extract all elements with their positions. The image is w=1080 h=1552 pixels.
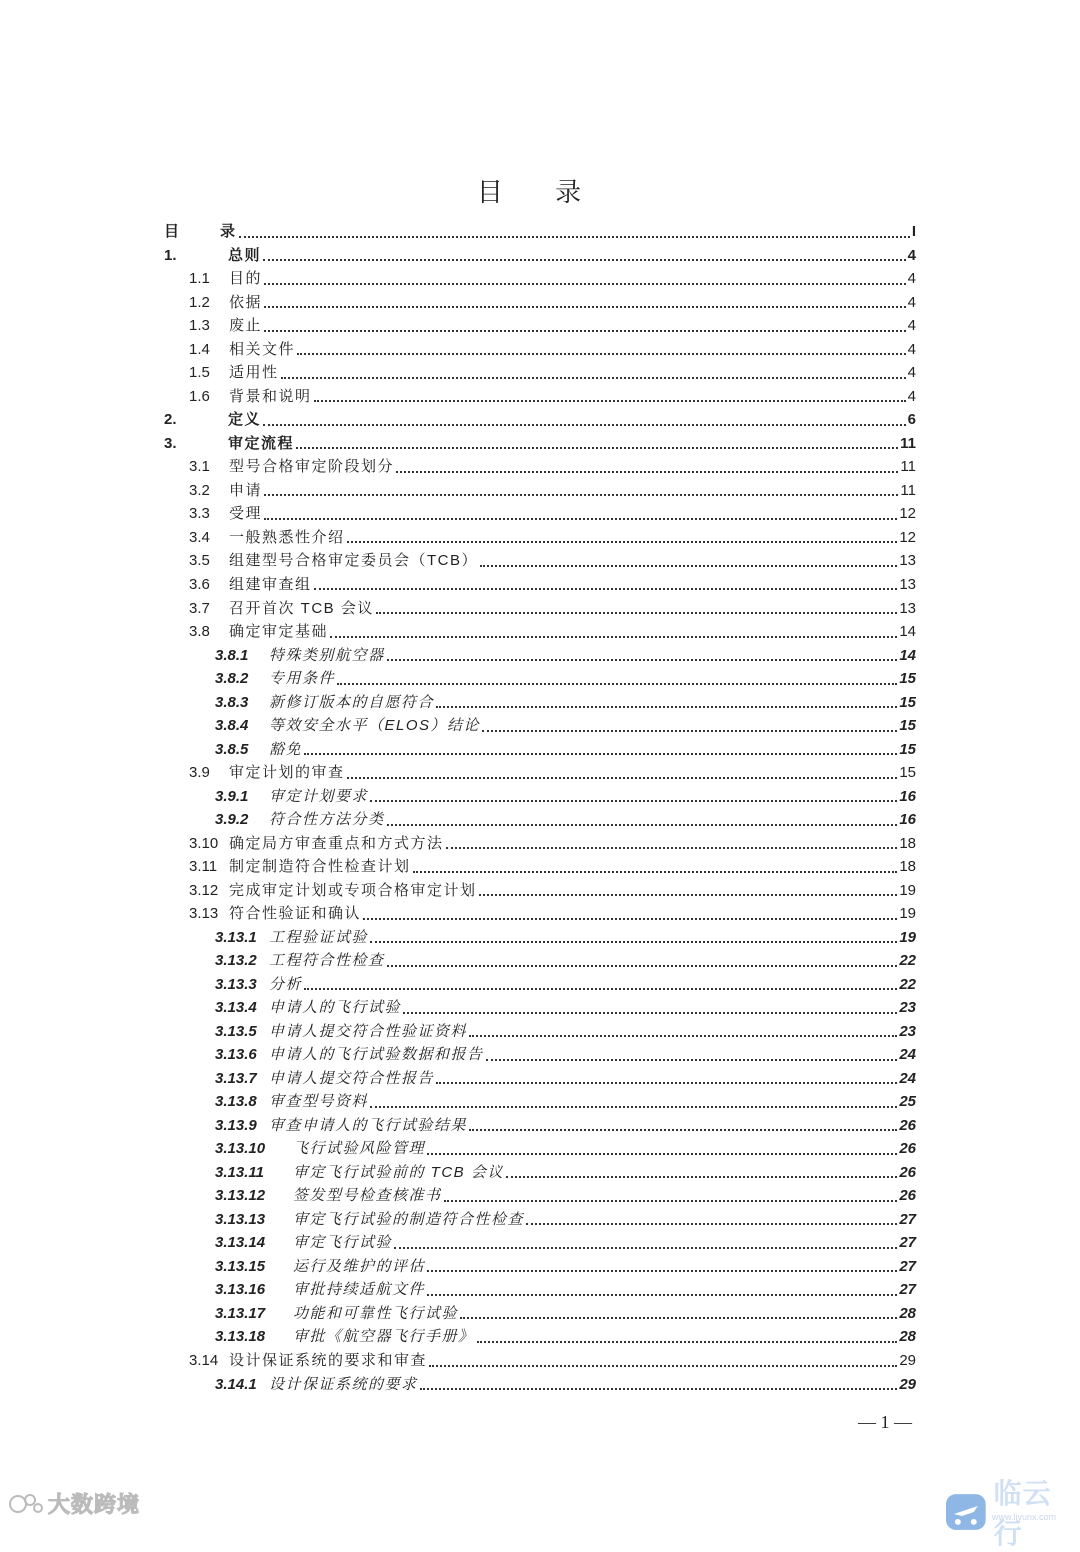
toc-entry-page: 4	[907, 246, 916, 264]
dot-leader	[486, 1059, 898, 1061]
dot-leader	[446, 847, 898, 849]
toc-entry-number: 1.4	[189, 340, 210, 358]
toc-entry[interactable]	[164, 314, 916, 338]
toc-entry-page: 15	[899, 670, 916, 688]
dot-leader	[296, 447, 898, 449]
toc-entry-page: 4	[907, 270, 916, 288]
toc-entry-page: I	[911, 223, 916, 241]
toc-entry-label: 申请人的飞行试验数据和报告	[269, 1046, 484, 1064]
toc-entry-number: 3.13.6	[215, 1046, 257, 1064]
toc-entry-label: 豁免	[269, 740, 303, 758]
dot-leader	[297, 353, 906, 355]
toc-entry-label: 符合性方法分类	[269, 811, 385, 829]
toc-entry-number: 3.3	[189, 505, 210, 523]
dot-leader	[429, 1365, 897, 1367]
toc-entry-number: 3.8.4	[215, 717, 249, 735]
toc-entry-number: 3.10	[189, 834, 219, 852]
toc-entry-label: 审定计划的审查	[229, 764, 345, 782]
dot-leader	[436, 706, 897, 708]
toc-entry-label: 设计保证系统的要求和审查	[229, 1352, 428, 1369]
toc-entry-label: 审定计划要求	[269, 787, 369, 805]
toc-entry[interactable]	[164, 1302, 916, 1326]
toc-entry-page: 15	[899, 764, 916, 782]
toc-entry-label: 录	[220, 223, 237, 241]
toc-entry-number: 3.2	[189, 481, 210, 499]
toc-entry-label: 工程验证试验	[269, 928, 369, 946]
toc-entry-label: 运行及维护的评估	[293, 1257, 426, 1275]
toc-entry[interactable]	[164, 855, 916, 879]
toc-entry-page: 12	[899, 528, 916, 546]
dot-leader	[427, 1294, 897, 1296]
toc-entry[interactable]	[164, 455, 916, 479]
toc-entry-number: 3.8	[189, 623, 210, 641]
toc-entry-page: 16	[899, 787, 916, 805]
dot-leader	[263, 259, 906, 261]
toc-entry-number: 3.4	[189, 528, 210, 546]
toc-entry[interactable]	[164, 432, 916, 456]
toc-entry-number: 1.3	[189, 317, 210, 335]
toc-entry-page: 14	[899, 623, 916, 641]
toc-entry-label: 组建审查组	[229, 575, 312, 593]
toc-entry[interactable]	[164, 1090, 916, 1114]
toc-entry-number: 3.13.9	[215, 1116, 257, 1134]
toc-entry-page: 26	[899, 1140, 916, 1158]
dot-leader	[376, 612, 897, 614]
toc-entry-number: 3.13.15	[215, 1257, 266, 1275]
toc-entry-label: 确定局方审查重点和方式方法	[229, 834, 444, 852]
toc-entry-label: 申请人提交符合性验证资料	[269, 1022, 468, 1040]
watermark-right-text: 临云行	[993, 1478, 1052, 1549]
toc-entry-label: 目的	[229, 270, 263, 288]
toc-entry-page: 11	[900, 481, 916, 499]
toc-entry-number: 3.13.11	[215, 1163, 264, 1181]
toc-entry-label: 审定流程	[228, 434, 295, 452]
toc-entry-number: 3.14.1	[215, 1375, 257, 1393]
toc-entry[interactable]	[164, 1278, 916, 1302]
toc-entry-page: 27	[899, 1234, 916, 1252]
toc-entry-number: 3.8.5	[215, 740, 249, 758]
toc-entry-label: 总则	[228, 246, 262, 264]
toc-entry[interactable]	[164, 831, 916, 855]
toc-entry-page: 25	[899, 1093, 916, 1111]
toc-entry[interactable]	[164, 902, 916, 926]
page-title: 目 录	[476, 178, 604, 208]
toc-entry-page: 23	[899, 999, 916, 1017]
toc-entry-page: 4	[907, 340, 916, 358]
toc-entry-label: 功能和可靠性飞行试验	[293, 1304, 459, 1322]
toc-entry-label: 专用条件	[269, 670, 336, 688]
toc-entry[interactable]	[164, 549, 916, 573]
dot-leader	[370, 941, 897, 943]
toc-entry[interactable]	[164, 667, 916, 691]
dot-leader	[264, 494, 898, 496]
toc-entry[interactable]	[164, 267, 916, 291]
dot-leader	[347, 541, 898, 543]
toc-entry-page: 28	[899, 1304, 916, 1322]
dot-leader	[413, 871, 898, 873]
toc-entry-page: 24	[899, 1069, 916, 1087]
toc-entry[interactable]	[164, 1020, 916, 1044]
watermark-right	[944, 1472, 1080, 1552]
dot-leader	[460, 1317, 897, 1319]
toc-entry-label: 型号合格审定阶段划分	[229, 458, 395, 476]
toc-entry[interactable]	[164, 1114, 916, 1138]
toc-entry[interactable]	[164, 761, 916, 785]
dot-leader	[427, 1153, 897, 1155]
toc-entry[interactable]	[164, 526, 916, 550]
toc-entry-page: 15	[899, 740, 916, 758]
toc-entry-number: 3.13.16	[215, 1281, 266, 1299]
toc-entry-number: 3.13.7	[215, 1069, 257, 1087]
dot-leader	[403, 1012, 897, 1014]
dot-leader	[370, 800, 897, 802]
toc-entry-label: 废止	[229, 317, 263, 335]
toc-entry-label: 审定飞行试验前的 TCB 会议	[293, 1163, 504, 1181]
toc-entry-page: 16	[899, 811, 916, 829]
toc-entry-label: 分析	[269, 975, 303, 993]
table-of-contents	[164, 220, 916, 1396]
dot-leader	[263, 424, 906, 426]
toc-entry[interactable]	[164, 1184, 916, 1208]
toc-entry-number: 3.8.1	[215, 646, 249, 664]
toc-entry[interactable]	[164, 878, 916, 902]
toc-entry-number: 3.12	[189, 881, 219, 899]
toc-entry[interactable]	[164, 690, 916, 714]
toc-entry-label: 制定制造符合性检查计划	[229, 858, 411, 876]
toc-entry-page: 27	[899, 1210, 916, 1228]
toc-entry-label: 确定审定基础	[229, 623, 329, 641]
toc-entry[interactable]	[164, 220, 916, 244]
dot-leader	[264, 283, 906, 285]
toc-entry-label: 受理	[229, 505, 263, 523]
toc-entry-number: 3.9.2	[215, 811, 249, 829]
toc-entry-number: 3.8.2	[215, 670, 249, 688]
toc-entry[interactable]	[164, 502, 916, 526]
toc-entry-page: 4	[907, 293, 916, 311]
toc-entry[interactable]	[164, 361, 916, 385]
toc-entry-page: 4	[907, 317, 916, 335]
dot-leader	[469, 1129, 897, 1131]
toc-entry[interactable]	[164, 244, 916, 268]
toc-entry-page: 27	[899, 1257, 916, 1275]
dot-leader	[370, 1106, 897, 1108]
toc-entry-label: 组建型号合格审定委员会（TCB）	[229, 552, 479, 570]
toc-entry-label: 召开首次 TCB 会议	[229, 599, 374, 617]
dot-leader	[304, 753, 897, 755]
toc-entry-page: 26	[899, 1116, 916, 1134]
toc-entry-label: 符合性验证和确认	[229, 905, 362, 923]
toc-entry[interactable]	[164, 973, 916, 997]
toc-entry-page: 13	[899, 575, 916, 593]
page-number: — 1 —	[858, 1412, 912, 1432]
toc-entry-label: 申请	[229, 481, 263, 499]
watermark-left	[8, 1488, 140, 1519]
toc-entry-page: 28	[899, 1328, 916, 1346]
toc-entry-label: 申请人的飞行试验	[269, 999, 402, 1017]
toc-entry-label: 等效安全水平（ELOS）结论	[269, 717, 481, 735]
toc-entry[interactable]	[164, 408, 916, 432]
dot-leader	[436, 1082, 897, 1084]
dot-leader	[264, 330, 906, 332]
dashu-logo-icon	[8, 1490, 44, 1518]
toc-entry-number: 1.	[164, 246, 177, 264]
toc-entry[interactable]	[164, 1208, 916, 1232]
toc-entry-number: 3.13.13	[215, 1210, 266, 1228]
toc-entry-label: 背景和说明	[229, 387, 312, 405]
toc-entry-page: 19	[899, 905, 916, 923]
toc-entry-page: 13	[899, 552, 916, 570]
toc-entry[interactable]	[164, 643, 916, 667]
toc-entry[interactable]	[164, 620, 916, 644]
toc-entry-number: 3.5	[189, 552, 210, 570]
toc-entry-page: 4	[907, 364, 916, 382]
toc-entry[interactable]	[164, 1161, 916, 1185]
toc-entry-number: 3.13	[189, 905, 219, 923]
toc-entry-page: 14	[899, 646, 916, 664]
toc-entry-number: 2.	[164, 411, 177, 429]
toc-entry-label: 飞行试验风险管理	[293, 1140, 426, 1158]
toc-entry[interactable]	[164, 996, 916, 1020]
toc-entry-page: 6	[907, 411, 916, 429]
toc-entry-number: 3.13.2	[215, 952, 257, 970]
dot-leader	[387, 824, 898, 826]
dot-leader	[479, 894, 898, 896]
toc-entry-page: 15	[899, 693, 916, 711]
toc-entry-number: 3.13.3	[215, 975, 257, 993]
toc-entry-label: 特殊类别航空器	[269, 646, 385, 664]
toc-entry-label: 完成审定计划或专项合格审定计划	[229, 881, 477, 899]
toc-entry-number: 3.8.3	[215, 693, 249, 711]
dot-leader	[239, 236, 910, 238]
toc-entry-label: 工程符合性检查	[269, 952, 385, 970]
toc-entry[interactable]	[164, 737, 916, 761]
toc-entry[interactable]	[164, 714, 916, 738]
toc-entry-number: 3.7	[189, 599, 210, 617]
dot-leader	[314, 588, 898, 590]
toc-entry[interactable]	[164, 1255, 916, 1279]
dot-leader	[330, 636, 897, 638]
toc-entry-number: 1.1	[189, 270, 210, 288]
toc-entry-label: 审查型号资料	[269, 1093, 369, 1111]
toc-entry-number: 3.13.10	[215, 1140, 266, 1158]
dot-leader	[281, 377, 906, 379]
dot-leader	[427, 1270, 897, 1272]
toc-entry-page: 29	[899, 1352, 916, 1369]
dot-leader	[420, 1388, 898, 1390]
toc-entry-page: 19	[899, 928, 916, 946]
toc-entry-number: 1.6	[189, 387, 210, 405]
dot-leader	[469, 1035, 897, 1037]
toc-entry-page: 27	[899, 1281, 916, 1299]
toc-entry-number: 3.1	[189, 458, 210, 476]
dot-leader	[526, 1223, 897, 1225]
toc-entry-number: 3.13.5	[215, 1022, 257, 1040]
toc-entry[interactable]	[164, 784, 916, 808]
toc-entry[interactable]	[164, 338, 916, 362]
watermark-right-url: www.liyunx.com	[992, 1512, 1057, 1522]
dot-leader	[387, 659, 898, 661]
toc-entry-label: 新修订版本的自愿符合	[269, 693, 435, 711]
toc-entry-label: 相关文件	[229, 340, 296, 358]
toc-entry-page: 26	[899, 1187, 916, 1205]
cloud-logo-icon	[944, 1490, 988, 1534]
toc-entry-page: 18	[899, 858, 916, 876]
toc-entry[interactable]	[164, 1325, 916, 1349]
toc-entry-number: 3.13.18	[215, 1328, 266, 1346]
toc-entry-label: 设计保证系统的要求	[269, 1375, 418, 1393]
toc-entry-label: 审查申请人的飞行试验结果	[269, 1116, 468, 1134]
dot-leader	[304, 988, 897, 990]
toc-entry-page: 15	[899, 717, 916, 735]
dot-leader	[444, 1200, 898, 1202]
toc-entry-page: 26	[899, 1163, 916, 1181]
toc-entry-label: 定义	[228, 411, 262, 429]
toc-entry[interactable]	[164, 808, 916, 832]
toc-entry[interactable]	[164, 573, 916, 597]
dot-leader	[264, 518, 897, 520]
toc-entry-page: 13	[899, 599, 916, 617]
toc-entry-number: 1.2	[189, 293, 210, 311]
toc-entry[interactable]	[164, 925, 916, 949]
toc-entry-label: 审批《航空器飞行手册》	[293, 1328, 475, 1346]
dot-leader	[482, 730, 897, 732]
toc-entry[interactable]	[164, 1349, 916, 1373]
toc-entry-number: 目	[164, 223, 198, 241]
dot-leader	[337, 683, 897, 685]
dot-leader	[394, 1247, 897, 1249]
toc-entry-number: 3.9	[189, 764, 210, 782]
toc-entry[interactable]	[164, 1231, 916, 1255]
dot-leader	[347, 777, 898, 779]
toc-entry-number: 3.9.1	[215, 787, 249, 805]
toc-entry-page: 24	[899, 1046, 916, 1064]
toc-entry-label: 申请人提交符合性报告	[269, 1069, 435, 1087]
toc-entry-label: 一般熟悉性介绍	[229, 528, 345, 546]
toc-entry-page: 22	[899, 975, 916, 993]
toc-entry-label: 签发型号检查核准书	[293, 1187, 442, 1205]
toc-entry-label: 适用性	[229, 364, 279, 382]
toc-entry[interactable]	[164, 1137, 916, 1161]
toc-entry[interactable]	[164, 385, 916, 409]
toc-entry-number: 3.13.8	[215, 1093, 257, 1111]
toc-entry-page: 19	[899, 881, 916, 899]
toc-entry-page: 4	[907, 387, 916, 405]
dot-leader	[480, 565, 897, 567]
dot-leader	[396, 471, 898, 473]
toc-entry-number: 3.13.1	[215, 928, 257, 946]
toc-entry-number: 3.11	[189, 858, 218, 876]
toc-entry[interactable]	[164, 1043, 916, 1067]
toc-entry-label: 审定飞行试验的制造符合性检查	[293, 1210, 525, 1228]
toc-entry-page: 18	[899, 834, 916, 852]
toc-entry-page: 23	[899, 1022, 916, 1040]
toc-entry-label: 审批持续适航文件	[293, 1281, 426, 1299]
toc-entry-label: 审定飞行试验	[293, 1234, 393, 1252]
toc-entry-page: 11	[900, 458, 916, 476]
toc-entry-page: 22	[899, 952, 916, 970]
dot-leader	[506, 1176, 897, 1178]
toc-entry[interactable]	[164, 1067, 916, 1091]
toc-entry[interactable]	[164, 291, 916, 315]
dot-leader	[387, 965, 898, 967]
toc-entry-number: 3.13.12	[215, 1187, 266, 1205]
toc-entry[interactable]	[164, 1372, 916, 1396]
dot-leader	[363, 918, 897, 920]
toc-entry[interactable]	[164, 479, 916, 503]
toc-entry-page: 12	[899, 505, 916, 523]
toc-entry-number: 1.5	[189, 364, 210, 382]
dot-leader	[264, 306, 906, 308]
toc-entry-page: 11	[900, 434, 916, 452]
toc-entry-number: 3.6	[189, 575, 210, 593]
dot-leader	[477, 1341, 898, 1343]
toc-entry-number: 3.13.4	[215, 999, 257, 1017]
watermark-left-text: 大数跨境	[48, 1492, 141, 1517]
toc-entry-number: 3.13.14	[215, 1234, 266, 1252]
toc-entry[interactable]	[164, 596, 916, 620]
toc-entry-label: 依据	[229, 293, 263, 311]
toc-entry[interactable]	[164, 949, 916, 973]
toc-entry-page: 29	[899, 1375, 916, 1393]
toc-entry-number: 3.13.17	[215, 1304, 266, 1322]
toc-entry-number: 3.	[164, 434, 177, 452]
dot-leader	[314, 400, 906, 402]
toc-entry-number: 3.14	[189, 1352, 219, 1369]
